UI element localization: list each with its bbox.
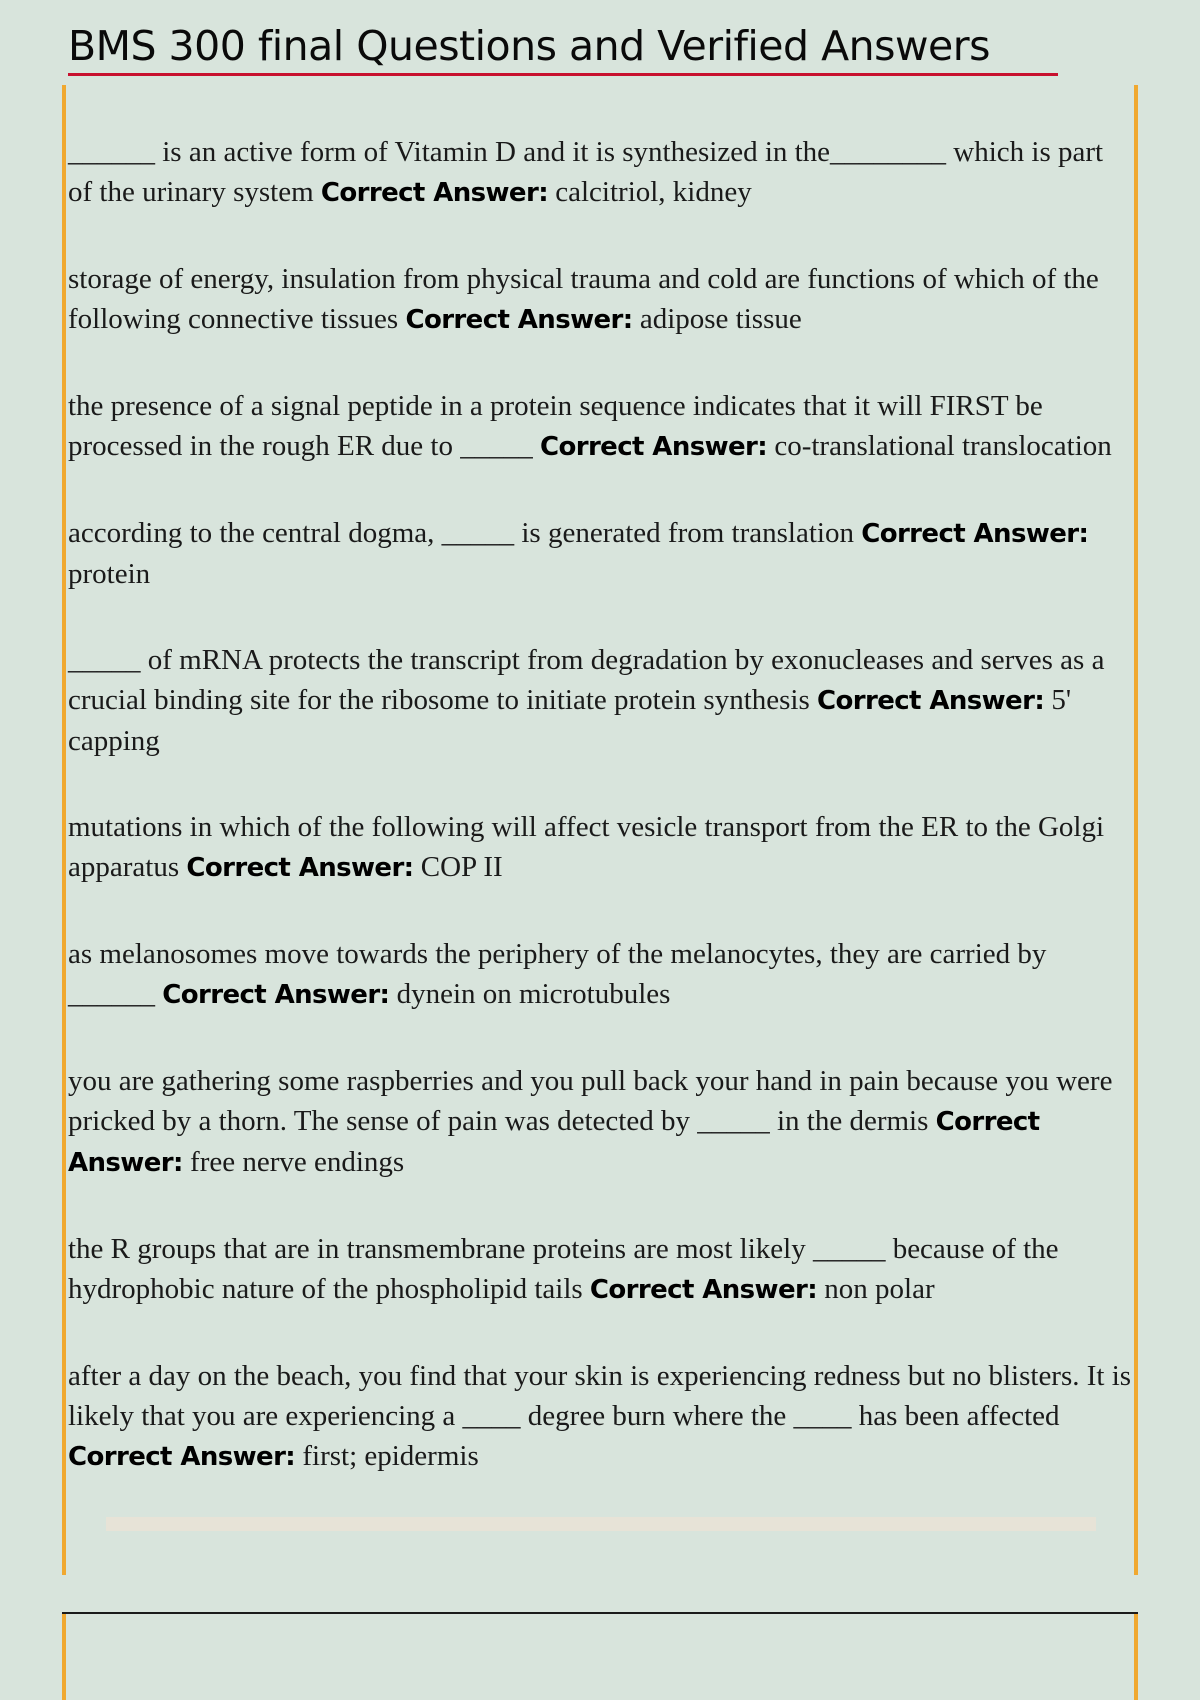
qa-item (68, 132, 1134, 213)
answer-label: Correct Answer: (405, 305, 633, 335)
answer-label: Correct Answer: (162, 980, 390, 1010)
answer-text: co-translational translocation (774, 430, 1112, 462)
question-text: storage of energy, insulation from physical trauma and cold are functions of which of the following connective tissues (68, 263, 1099, 335)
question-text: according to the central dogma, _____ is generated from translation (68, 517, 854, 549)
answer-text: first; epidermis (302, 1440, 479, 1472)
left-margin-rule (62, 85, 66, 1575)
question-text: as melanosomes move towards the periphery of the melanocytes, they are carried by ______ (68, 938, 1047, 1010)
question-text: after a day on the beach, you find that your skin is experiencing redness but no blisters. It is likely that you are experiencing a ____ degree burn where the ____ has been affected (68, 1360, 1132, 1432)
title-underline (68, 73, 1058, 76)
qa-item (68, 513, 1134, 594)
footer-divider (62, 1612, 1138, 1614)
question-text: ______ is an active form of Vitamin D and it is synthesized in the________ which is part of the urinary system (68, 136, 1104, 208)
answer-text: calcitriol, kidney (555, 176, 752, 208)
footer-right-rule (1134, 1614, 1138, 1700)
footer-left-rule (62, 1614, 66, 1700)
qa-item (68, 386, 1134, 467)
question-text: _____ of mRNA protects the transcript from degradation by exonucleases and serves as a crucial binding site for the ribosome to initiate protein synthesis (68, 644, 1105, 716)
answer-text: 5' capping (68, 684, 1072, 757)
question-answer-list (68, 132, 1134, 1523)
qa-item (68, 640, 1134, 761)
answer-label: Correct Answer: (320, 178, 548, 208)
answer-label: Correct Answer: (68, 1107, 1040, 1178)
answer-text: non polar (824, 1273, 935, 1305)
question-text: the R groups that are in transmembrane proteins are most likely _____ because of the hydrophobic nature of the phospholipid tails (68, 1233, 1059, 1305)
answer-label: Correct Answer: (589, 1275, 818, 1305)
document-title: BMS 300 final Questions and Verified Answers (68, 22, 990, 70)
question-text: mutations in which of the following will affect vesicle transport from the ER to the Golgi apparatus (68, 811, 1104, 883)
answer-text: COP II (420, 851, 503, 883)
answer-text: free nerve endings (190, 1146, 405, 1178)
qa-item (68, 934, 1134, 1015)
answer-label: Correct Answer: (68, 1442, 296, 1472)
answer-label: Correct Answer: (861, 519, 1089, 549)
qa-item (68, 1229, 1134, 1310)
qa-item (68, 1356, 1134, 1477)
answer-label: Correct Answer: (186, 853, 414, 883)
question-text: you are gathering some raspberries and you pull back your hand in pain because you were pricked by a thorn. The sense of pain was detected by _____ in the dermis (68, 1065, 1113, 1137)
question-text: the presence of a signal peptide in a protein sequence indicates that it will FIRST be processed in the rough ER due to _____ (68, 390, 1043, 462)
answer-text: protein (68, 558, 151, 590)
qa-item (68, 807, 1134, 888)
answer-label: Correct Answer: (539, 432, 768, 462)
qa-item (68, 1061, 1134, 1183)
answer-text: dynein on microtubules (396, 978, 671, 1010)
answer-text: adipose tissue (639, 303, 802, 335)
qa-item (68, 259, 1134, 340)
answer-label: Correct Answer: (817, 686, 1045, 716)
right-margin-rule (1134, 85, 1138, 1575)
